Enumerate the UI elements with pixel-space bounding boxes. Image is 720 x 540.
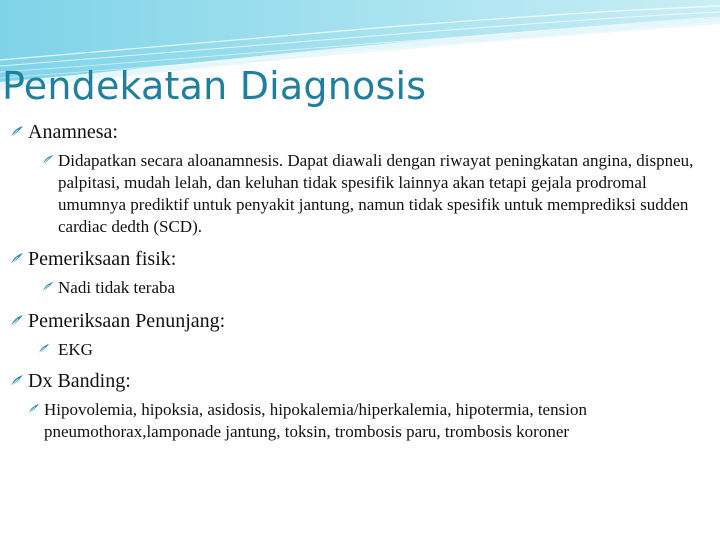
feather-arrow-icon bbox=[10, 374, 24, 388]
feather-arrow-icon bbox=[42, 281, 54, 293]
section-fisik-detail bbox=[40, 277, 714, 299]
detail-text: Nadi tidak teraba bbox=[58, 278, 176, 297]
heading-colon: : bbox=[219, 310, 226, 332]
detail-text: Didapatkan secara aloanamnesis. Dapat diawali dengan riwayat peningkatan angina, dispneu, palpitasi, mudah lelah, dan keluhan tidak spesifik lainnya akan tetapi gejala prodromal umumnya prediktif untuk penyakit jantung, namun tidak spesifik untuk memprediksi sudden cardiac dedth (SCD). bbox=[58, 151, 694, 236]
heading-colon: : bbox=[125, 370, 131, 392]
detail-text: EKG bbox=[58, 340, 93, 359]
section-banding bbox=[8, 369, 714, 393]
feather-arrow-icon bbox=[38, 343, 50, 355]
section-anamnesa-detail bbox=[40, 150, 714, 238]
section-heading: Anamnesa bbox=[28, 121, 113, 143]
content-area bbox=[8, 120, 714, 443]
section-anamnesa bbox=[8, 120, 714, 144]
feather-arrow-icon bbox=[42, 154, 54, 166]
feather-arrow-icon bbox=[10, 314, 24, 328]
section-banding-detail bbox=[44, 399, 714, 443]
section-penunjang bbox=[8, 309, 714, 333]
heading-colon: : bbox=[112, 121, 118, 143]
feather-arrow-icon bbox=[10, 125, 24, 139]
heading-colon: : bbox=[170, 248, 177, 270]
feather-arrow-icon bbox=[10, 252, 24, 266]
section-penunjang-detail bbox=[36, 339, 714, 361]
section-heading: Dx Banding bbox=[28, 370, 126, 392]
section-heading: Pemeriksaan fisik bbox=[28, 248, 171, 270]
slide-title: Pendekatan Diagnosis bbox=[2, 64, 427, 108]
section-fisik bbox=[8, 247, 714, 271]
feather-arrow-icon bbox=[28, 403, 40, 415]
section-heading: Pemeriksaan Penunjang bbox=[28, 310, 220, 332]
detail-text: Hipovolemia, hipoksia, asidosis, hipokalemia/hiperkalemia, hipotermia, tension pneumothorax,lamponade jantung, toksin, trombosis paru, trombosis koroner bbox=[44, 400, 587, 441]
